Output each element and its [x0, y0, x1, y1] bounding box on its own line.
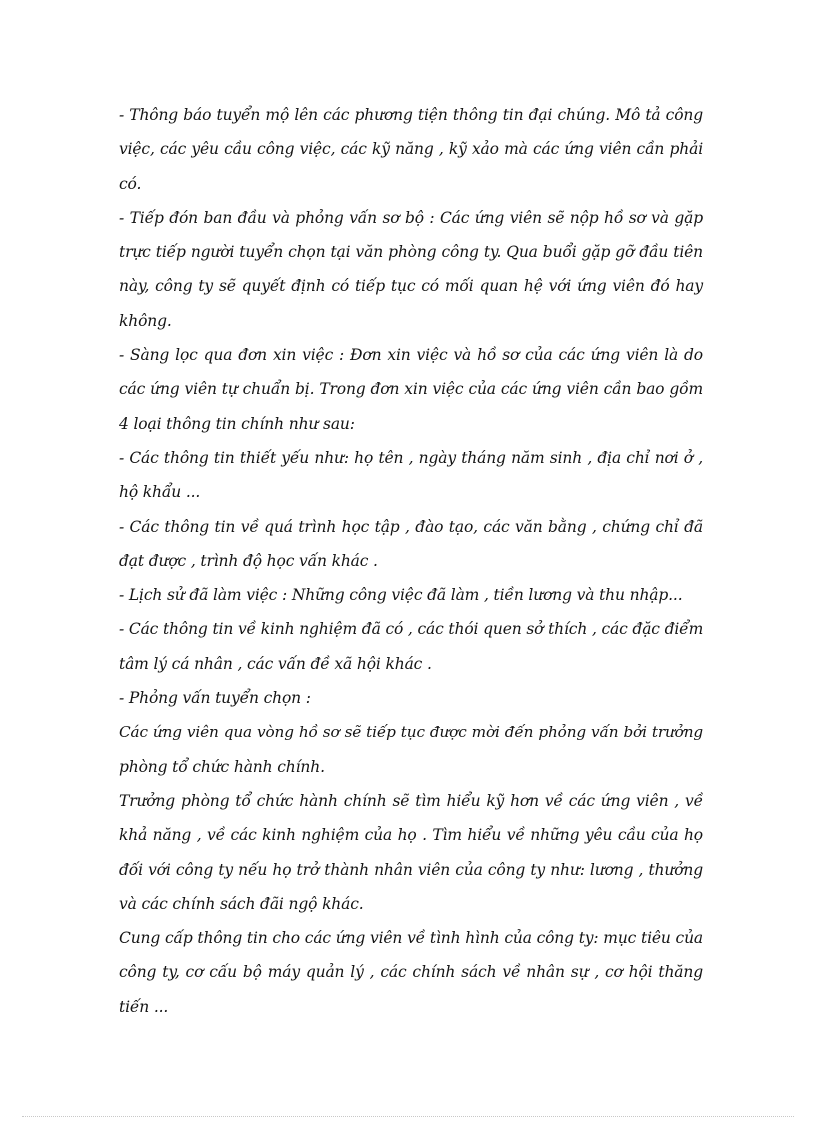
text-line: - Sàng lọc qua đơn xin việc : Đơn xin việc và hồ sơ của các ứng viên là do [119, 346, 703, 365]
text-line: các ứng viên tự chuẩn bị. Trong đơn xin việc của các ứng viên cần bao gồm [119, 380, 703, 399]
text-line: việc, các yêu cầu công việc, các kỹ năng , kỹ xảo mà các ứng viên cần phải [119, 140, 703, 159]
text-line: - Thông báo tuyển mộ lên các phương tiện thông tin đại chúng. Mô tả công [119, 106, 703, 124]
text-line: đạt được , trình độ học vấn khác . [119, 551, 378, 570]
text-line: phòng tổ chức hành chính. [119, 757, 325, 776]
text-line: công ty, cơ cấu bộ máy quản lý , các chính sách về nhân sự , cơ hội thăng [119, 963, 703, 982]
text-line: có. [119, 174, 142, 193]
text-line: tâm lý cá nhân , các vấn đề xã hội khác . [119, 654, 432, 673]
text-line: - Các thông tin thiết yếu như: họ tên , ngày tháng năm sinh , địa chỉ nơi ở , [119, 448, 703, 467]
text-line: này, công ty sẽ quyết định có tiếp tục có mối quan hệ với ứng viên đó hay [119, 277, 703, 296]
text-line: Cung cấp thông tin cho các ứng viên về tình hình của công ty: mục tiêu của [119, 929, 703, 948]
text-line: hộ khẩu ... [119, 483, 201, 502]
document-body [119, 98, 703, 1024]
text-line: - Lịch sử đã làm việc : Những công việc đã làm , tiền lương và thu nhập... [119, 586, 683, 605]
text-line: 4 loại thông tin chính như sau: [119, 414, 355, 433]
text-line: - Tiếp đón ban đầu và phỏng vấn sơ bộ : Các ứng viên sẽ nộp hồ sơ và gặp [119, 208, 703, 227]
text-line: Trưởng phòng tổ chức hành chính sẽ tìm hiểu kỹ hơn về các ứng viên , về [119, 791, 703, 810]
text-line: tiến ... [119, 997, 169, 1016]
text-line: không. [119, 311, 172, 330]
text-line: khả năng , về các kinh nghiệm của họ . Tìm hiểu về những yêu cầu của họ [119, 826, 703, 845]
text-line: - Phỏng vấn tuyển chọn : [119, 689, 311, 708]
text-line: Các ứng viên qua vòng hồ sơ sẽ tiếp tục được mời đến phỏng vấn bởi trưởng [119, 723, 703, 742]
text-line: đối với công ty nếu họ trở thành nhân viên của công ty như: lương , thưởng [119, 860, 703, 879]
text-line: - Các thông tin về kinh nghiệm đã có , các thói quen sở thích , các đặc điểm [119, 620, 704, 639]
text-line: và các chính sách đãi ngộ khác. [119, 894, 364, 913]
page-bottom-divider [22, 1116, 794, 1117]
text-line: trực tiếp người tuyển chọn tại văn phòng công ty. Qua buổi gặp gỡ đầu tiên [119, 243, 703, 262]
text-line: - Các thông tin về quá trình học tập , đào tạo, các văn bằng , chứng chỉ đã [119, 517, 703, 536]
